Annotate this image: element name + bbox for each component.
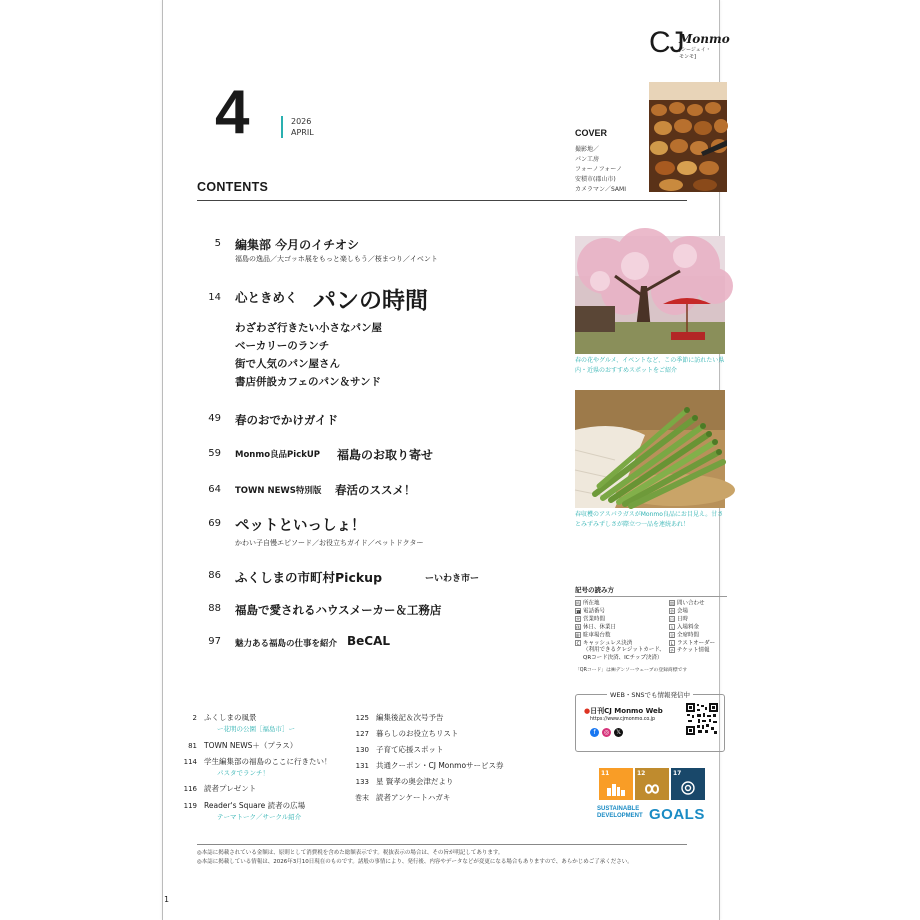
- issue-number: 4: [215, 78, 250, 147]
- cover-credit-line: カメラマン／SAMI: [575, 186, 626, 193]
- web-heading: WEB・SNSでも情報発信中: [576, 690, 724, 699]
- web-url[interactable]: https://www.cjmonmo.co.jp: [590, 717, 656, 722]
- toc-title: 福島で愛されるハウスメーカー＆工務店: [235, 603, 442, 617]
- legend-item: 入 入場料金: [670, 624, 700, 631]
- list-item[interactable]: 125 編集後記＆次号予告: [355, 713, 444, 722]
- toc-title: 福島のお取り寄せ: [337, 448, 434, 462]
- contents-rule: [197, 200, 687, 201]
- list-item[interactable]: 2 ふくしまの風景: [192, 713, 257, 722]
- legend-item: 駐 駐車場台数: [576, 632, 611, 639]
- toc-page: 88: [208, 603, 221, 614]
- infinity-icon: [641, 783, 663, 795]
- magazine-page: [162, 0, 730, 920]
- toc-title-prefix: 魅力ある福島の仕事を紹介: [235, 639, 338, 649]
- spring-outing-photo: [575, 236, 725, 354]
- sdg-wordmark: [597, 806, 705, 823]
- toc-title-suffix: ーいわき市ー: [425, 574, 480, 584]
- partnership-icon: [680, 780, 696, 796]
- footer-note: ◎本誌に掲載している情報は、2026年3月10日現在のものです。諸般の事情により、発行後、内容やデータなどが変更になる場合もありますので、あらかじめご了承ください。: [197, 859, 633, 865]
- issue-date: [291, 116, 314, 138]
- legend-item: 休 休日、休業日: [576, 624, 617, 631]
- bread-photo-illustration: [649, 82, 727, 192]
- asparagus-photo: [575, 390, 725, 508]
- sdg-goal-17-tile: 17: [671, 768, 705, 800]
- sns-icons: [590, 728, 623, 737]
- logo-monmo: Monmo: [679, 32, 730, 46]
- city-icon: [606, 782, 626, 796]
- toc-title: ペットといっしょ！: [235, 518, 366, 534]
- toc-subtitle: かわい子自慢エピソード／お役立ちガイド／ペットドクター: [235, 539, 424, 547]
- page-number: 1: [164, 895, 170, 904]
- logo-cj: CJ: [649, 26, 684, 59]
- asparagus-illustration: [575, 390, 725, 508]
- legend-item: ☎ 電話番号: [576, 608, 606, 615]
- toc-page: 64: [208, 484, 221, 495]
- toc-title: 春のおでかけガイド: [235, 413, 339, 427]
- contents-title: CONTENTS: [197, 180, 269, 194]
- sdg-tiles: [599, 768, 705, 800]
- issue-divider: [281, 116, 283, 138]
- sdg-line1: SUSTAINABLE: [597, 806, 640, 812]
- cherry-blossom-illustration: [575, 236, 725, 354]
- legend-item: C キャッシュレス決済: [576, 640, 633, 647]
- cover-credit-line: パン工房: [575, 156, 600, 163]
- list-item-sub: ー花明の公園［福島市］ー: [217, 725, 295, 733]
- cover-credit-line: 安積市(郡山市): [575, 176, 616, 183]
- list-item[interactable]: 81 TOWN NEWS＋（プラス）: [188, 741, 298, 750]
- issue-month: APRIL: [291, 128, 314, 137]
- legend-item: 日 日時: [670, 616, 689, 623]
- photo-caption: 春収穫のアスパラガスがMonmo良品にお目見え。甘さとみずみずしさが際立つ一品を連続あれ！: [575, 511, 724, 528]
- cover-title: COVER: [575, 128, 608, 138]
- list-item-sub: パスタでランチ！: [217, 769, 269, 777]
- sdg-goals: GOALS: [649, 806, 705, 823]
- list-item[interactable]: 巻末 読者アンケートハガキ: [355, 793, 451, 802]
- x-icon[interactable]: 𝕏: [614, 728, 623, 737]
- legend-item: L ラストオーダー: [670, 640, 716, 647]
- toc-feature-item: 書店併設カフェのパン＆サンド: [235, 376, 381, 388]
- list-item-sub: テーマトーク／サークル紹介: [217, 813, 302, 821]
- toc-title-prefix: Monmo良品PickUP: [235, 450, 321, 460]
- legend-item: チ チケット情報: [670, 647, 710, 654]
- legend-item: 営 営業時間: [576, 616, 606, 623]
- toc-feature-item: 街で人気のパン屋さん: [235, 358, 340, 370]
- toc-title-small: 心ときめく: [235, 290, 298, 305]
- toc-title-big: パンの時間: [313, 288, 428, 314]
- cover-photo: [649, 82, 727, 192]
- toc-page: 5: [214, 238, 221, 249]
- list-item[interactable]: 130 子育て応援スポット: [355, 745, 444, 754]
- logo-kana: [シージェイ・モンモ]: [679, 47, 711, 60]
- toc-title: 春活のススメ！: [335, 483, 416, 497]
- qr-code[interactable]: [686, 703, 718, 735]
- toc-subtitle: 福島の逸品／大ゴッホ展をもっと楽しもう／桜まつり／イベント: [235, 255, 438, 263]
- sdg-line2: DEVELOPMENT: [597, 813, 643, 819]
- toc-feature-item: ベーカリーのランチ: [235, 340, 330, 352]
- legend-item: 所 所在地: [576, 600, 600, 607]
- toc-page: 59: [208, 448, 221, 459]
- footer-rule: [197, 844, 687, 845]
- sdg-goal-12-tile: 12: [635, 768, 669, 800]
- list-item[interactable]: 133 星 賢孝の奥会津だより: [355, 777, 454, 786]
- footer-note: ◎本誌に掲載されている金額は、原則として消費税を含めた総額表示です。税抜表示の場合は、その旨が明記してあります。: [197, 850, 504, 856]
- facebook-icon[interactable]: f: [590, 728, 599, 737]
- toc-title: 編集部 今月のイチオシ: [235, 238, 359, 252]
- brand-logo: [649, 26, 730, 64]
- issue-year: 2026: [291, 117, 312, 126]
- photo-caption: 春の花やグルメ、イベントなど、この季節に訪れたい県内・近県のおすすめスポットをご紹介: [575, 357, 725, 374]
- footer-notes: [197, 849, 687, 867]
- toc-page: 86: [208, 570, 221, 581]
- symbol-legend: [575, 585, 727, 673]
- list-item[interactable]: 116 読者プレゼント: [183, 784, 257, 793]
- legend-column-left: [575, 600, 669, 662]
- cover-credits: [575, 145, 626, 195]
- legend-title: 記号の読み方: [575, 585, 727, 597]
- toc-title: ふくしまの市町村Pickup: [235, 570, 383, 585]
- legend-item: 会 会場: [670, 608, 689, 615]
- toc-page: 69: [208, 518, 221, 529]
- list-item[interactable]: 119 Reader's Square 読者の広場: [183, 801, 306, 810]
- instagram-icon[interactable]: ◎: [603, 729, 610, 736]
- toc-title: BeCAL: [347, 634, 391, 648]
- legend-item: 全 全席時間: [670, 632, 700, 639]
- toc-page: 97: [208, 636, 221, 647]
- cover-credit-line: 撮影地／: [575, 146, 600, 153]
- toc-page: 49: [208, 413, 221, 424]
- toc-page: 14: [208, 292, 221, 303]
- legend-item: （利用できるクレジットカード、: [583, 647, 665, 654]
- web-sns-box[interactable]: [575, 691, 725, 752]
- list-item[interactable]: 127 暮らしのお役立ちリスト: [355, 729, 459, 738]
- toc-title-prefix: TOWN NEWS特別版: [235, 486, 322, 496]
- cover-credit-line: フォーノフォーノ: [575, 166, 623, 173]
- legend-item: QRコード決済、ICチップ決済）: [583, 654, 663, 661]
- list-item[interactable]: 131 共通クーポン・CJ Monmoサービス券: [355, 761, 504, 770]
- legend-item: 問 問い合わせ: [670, 600, 705, 607]
- web-site-name[interactable]: ●日刊CJ Monmo Web: [584, 707, 663, 715]
- legend-note: 「QRコード」は㈱デンソーウェーブの登録商標です: [575, 668, 688, 674]
- sdg-goal-11-tile: 11: [599, 768, 633, 800]
- legend-column-right: [669, 600, 727, 662]
- list-item[interactable]: 114 学生編集部の福島のここに行きたい！: [183, 757, 332, 766]
- toc-feature-item: わざわざ行きたい小さなパン屋: [235, 322, 382, 334]
